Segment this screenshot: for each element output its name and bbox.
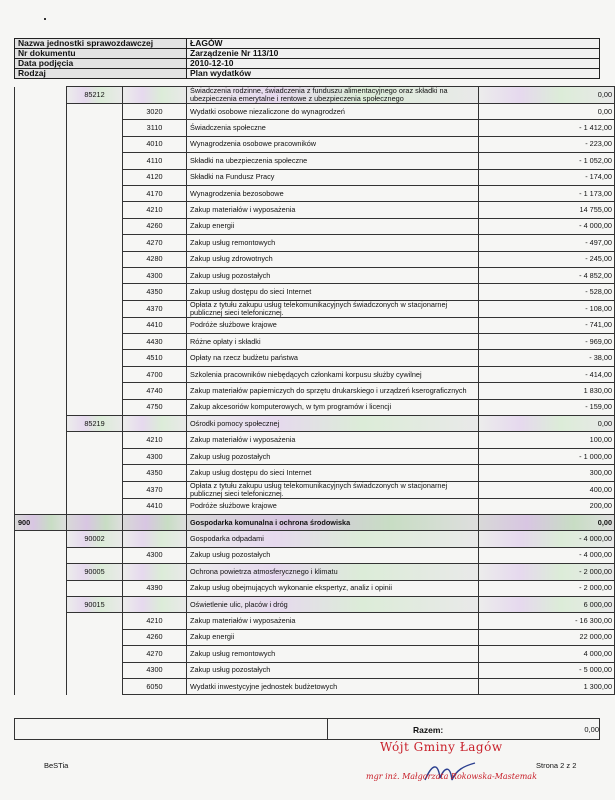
- table-row: [15, 136, 615, 152]
- cell-rozdzial: 85219: [67, 416, 123, 432]
- cell-nazwa: Świadczenia społeczne: [187, 120, 479, 136]
- table-row: [15, 432, 615, 448]
- cell-kwota: - 1 000,00: [479, 448, 615, 464]
- cell-paragraf: 4390: [123, 580, 187, 596]
- table-row: [15, 300, 615, 317]
- cell-nazwa: Ochrona powietrza atmosferycznego i klimatu: [187, 564, 479, 580]
- cell-paragraf: 4300: [123, 547, 187, 563]
- cell-paragraf: 4700: [123, 366, 187, 382]
- cell-nazwa: Opłaty na rzecz budżetu państwa: [187, 350, 479, 366]
- cell-kwota: 0,00: [479, 104, 615, 120]
- total-divider: [327, 719, 328, 739]
- cell-dzial: [15, 629, 67, 645]
- cell-rozdzial: [67, 481, 123, 498]
- cell-rozdzial: [67, 104, 123, 120]
- table-row: [15, 613, 615, 629]
- cell-rozdzial: [67, 399, 123, 415]
- cell-paragraf: 4260: [123, 629, 187, 645]
- header-row: [15, 59, 600, 69]
- header-row: [15, 39, 600, 49]
- total-label: Razem:: [413, 725, 444, 735]
- cell-nazwa: Zakup materiałów papierniczych do sprzętu drukarskiego i urządzeń kserograficznych: [187, 383, 479, 399]
- cell-nazwa: Podróże służbowe krajowe: [187, 317, 479, 333]
- cell-dzial: [15, 169, 67, 185]
- cell-dzial: [15, 104, 67, 120]
- cell-dzial: [15, 284, 67, 300]
- cell-dzial: [15, 120, 67, 136]
- cell-paragraf: 4370: [123, 481, 187, 498]
- cell-paragraf: [123, 531, 187, 547]
- cell-kwota: - 108,00: [479, 300, 615, 317]
- cell-nazwa: Zakup usług obejmujących wykonanie ekspertyz, analiz i opinii: [187, 580, 479, 596]
- cell-nazwa: Zakup usług pozostałych: [187, 547, 479, 563]
- section-row: [15, 514, 615, 530]
- cell-kwota: 300,00: [479, 465, 615, 481]
- cell-kwota: - 4 852,00: [479, 267, 615, 283]
- cell-paragraf: 3020: [123, 104, 187, 120]
- cell-paragraf: [123, 416, 187, 432]
- cell-nazwa: Zakup usług dostępu do sieci Internet: [187, 465, 479, 481]
- cell-dzial: [15, 613, 67, 629]
- cell-nazwa: Składki na Fundusz Pracy: [187, 169, 479, 185]
- cell-dzial: [15, 547, 67, 563]
- cell-kwota: - 5 000,00: [479, 662, 615, 678]
- cell-rozdzial: [67, 169, 123, 185]
- cell-kwota: - 4 000,00: [479, 531, 615, 547]
- cell-paragraf: 4350: [123, 284, 187, 300]
- table-row: [15, 646, 615, 662]
- table-row: [15, 629, 615, 645]
- header-key: Rodzaj: [15, 69, 187, 79]
- cell-nazwa: Wynagrodzenia osobowe pracowników: [187, 136, 479, 152]
- cell-dzial: [15, 399, 67, 415]
- cell-rozdzial: [67, 383, 123, 399]
- cell-paragraf: 4280: [123, 251, 187, 267]
- cell-kwota: - 16 300,00: [479, 613, 615, 629]
- cell-paragraf: 4210: [123, 613, 187, 629]
- cell-dzial: [15, 646, 67, 662]
- cell-dzial: [15, 481, 67, 498]
- cell-dzial: [15, 300, 67, 317]
- cell-paragraf: 4110: [123, 153, 187, 169]
- footer-page-number: Strona 2 z 2: [536, 761, 577, 770]
- cell-kwota: 0,00: [479, 87, 615, 104]
- cell-dzial: [15, 662, 67, 678]
- cell-nazwa: Zakup usług dostępu do sieci Internet: [187, 284, 479, 300]
- cell-nazwa: Świadczenia rodzinne, świadczenia z funduszu alimentacyjnego oraz składki na ubezpieczenia emerytalne i rentowe z ubezpieczenia społecznego: [187, 87, 479, 104]
- cell-rozdzial: [67, 498, 123, 514]
- cell-kwota: - 2 000,00: [479, 564, 615, 580]
- cell-paragraf: 4750: [123, 399, 187, 415]
- cell-rozdzial: [67, 136, 123, 152]
- cell-dzial: [15, 153, 67, 169]
- cell-dzial: [15, 383, 67, 399]
- subsection-row: [15, 87, 615, 104]
- table-row: [15, 481, 615, 498]
- header-value: 2010-12-10: [187, 59, 600, 69]
- cell-paragraf: 4300: [123, 448, 187, 464]
- cell-dzial: [15, 366, 67, 382]
- cell-rozdzial: [67, 514, 123, 530]
- document-header-table: [14, 38, 600, 79]
- cell-kwota: - 159,00: [479, 399, 615, 415]
- expenditure-table: [14, 86, 615, 695]
- cell-dzial: [15, 251, 67, 267]
- cell-kwota: - 174,00: [479, 169, 615, 185]
- cell-nazwa: Oświetlenie ulic, placów i dróg: [187, 596, 479, 612]
- cell-rozdzial: [67, 432, 123, 448]
- cell-paragraf: 6050: [123, 678, 187, 694]
- cell-rozdzial: [67, 350, 123, 366]
- cell-rozdzial: 90015: [67, 596, 123, 612]
- cell-nazwa: Podróże służbowe krajowe: [187, 498, 479, 514]
- cell-kwota: 22 000,00: [479, 629, 615, 645]
- cell-nazwa: Ośrodki pomocy społecznej: [187, 416, 479, 432]
- cell-rozdzial: 90005: [67, 564, 123, 580]
- cell-rozdzial: 90002: [67, 531, 123, 547]
- cell-kwota: - 741,00: [479, 317, 615, 333]
- cell-nazwa: Zakup usług pozostałych: [187, 267, 479, 283]
- table-row: [15, 251, 615, 267]
- cell-dzial: [15, 498, 67, 514]
- stamp-name: mgr inż. Małgorzata Rokowska-Mastemak: [366, 772, 537, 781]
- table-row: [15, 202, 615, 218]
- header-row: [15, 49, 600, 59]
- table-row: [15, 218, 615, 234]
- cell-kwota: - 223,00: [479, 136, 615, 152]
- cell-rozdzial: [67, 284, 123, 300]
- cell-rozdzial: [67, 547, 123, 563]
- cell-paragraf: 4010: [123, 136, 187, 152]
- cell-rozdzial: 85212: [67, 87, 123, 104]
- cell-nazwa: Opłata z tytułu zakupu usług telekomunikacyjnych świadczonych w stacjonarnej publicznej sieci telefonicznej.: [187, 300, 479, 317]
- table-row: [15, 547, 615, 563]
- total-value: 0,00: [584, 725, 599, 734]
- cell-dzial: [15, 596, 67, 612]
- cell-dzial: [15, 678, 67, 694]
- table-row: [15, 678, 615, 694]
- total-row: [14, 718, 600, 740]
- stamp-title: Wójt Gminy Łagów: [380, 740, 503, 754]
- header-key: Nr dokumentu: [15, 49, 187, 59]
- cell-paragraf: [123, 564, 187, 580]
- header-key: Nazwa jednostki sprawozdawczej: [15, 39, 187, 49]
- cell-dzial: [15, 185, 67, 201]
- cell-rozdzial: [67, 646, 123, 662]
- table-row: [15, 235, 615, 251]
- cell-kwota: - 2 000,00: [479, 580, 615, 596]
- cell-nazwa: Wydatki osobowe niezaliczone do wynagrodzeń: [187, 104, 479, 120]
- table-row: [15, 465, 615, 481]
- cell-rozdzial: [67, 267, 123, 283]
- cell-nazwa: Opłata z tytułu zakupu usług telekomunikacyjnych świadczonych w stacjonarnej publicznej sieci telefonicznej.: [187, 481, 479, 498]
- cell-dzial: [15, 202, 67, 218]
- cell-kwota: 6 000,00: [479, 596, 615, 612]
- table-row: [15, 169, 615, 185]
- cell-dzial: [15, 580, 67, 596]
- cell-nazwa: Zakup usług zdrowotnych: [187, 251, 479, 267]
- cell-paragraf: 4120: [123, 169, 187, 185]
- cell-nazwa: Zakup materiałów i wyposażenia: [187, 432, 479, 448]
- cell-kwota: - 414,00: [479, 366, 615, 382]
- cell-paragraf: 4210: [123, 432, 187, 448]
- cell-paragraf: 4410: [123, 498, 187, 514]
- cell-paragraf: 4300: [123, 662, 187, 678]
- cell-paragraf: 3110: [123, 120, 187, 136]
- cell-nazwa: Zakup materiałów i wyposażenia: [187, 613, 479, 629]
- cell-dzial: [15, 235, 67, 251]
- cell-rozdzial: [67, 317, 123, 333]
- cell-rozdzial: [67, 153, 123, 169]
- cell-dzial: [15, 432, 67, 448]
- scan-speck: [44, 18, 46, 20]
- table-row: [15, 185, 615, 201]
- table-row: [15, 350, 615, 366]
- table-row: [15, 662, 615, 678]
- footer-software-label: BeSTia: [44, 761, 69, 770]
- cell-dzial: [15, 317, 67, 333]
- cell-kwota: - 969,00: [479, 334, 615, 350]
- cell-kwota: - 4 000,00: [479, 547, 615, 563]
- table-row: [15, 383, 615, 399]
- cell-kwota: 400,00: [479, 481, 615, 498]
- header-value: Zarządzenie Nr 113/10: [187, 49, 600, 59]
- cell-dzial: [15, 87, 67, 104]
- cell-paragraf: [123, 514, 187, 530]
- subsection-row: [15, 416, 615, 432]
- cell-rozdzial: [67, 334, 123, 350]
- cell-kwota: - 245,00: [479, 251, 615, 267]
- table-row: [15, 498, 615, 514]
- cell-nazwa: Zakup energii: [187, 629, 479, 645]
- cell-nazwa: Zakup materiałów i wyposażenia: [187, 202, 479, 218]
- cell-dzial: [15, 136, 67, 152]
- cell-dzial: [15, 350, 67, 366]
- cell-kwota: - 38,00: [479, 350, 615, 366]
- cell-paragraf: 4210: [123, 202, 187, 218]
- cell-paragraf: 4170: [123, 185, 187, 201]
- cell-nazwa: Gospodarka odpadami: [187, 531, 479, 547]
- cell-paragraf: [123, 596, 187, 612]
- cell-dzial: 900: [15, 514, 67, 530]
- cell-dzial: [15, 465, 67, 481]
- cell-rozdzial: [67, 120, 123, 136]
- cell-kwota: - 497,00: [479, 235, 615, 251]
- cell-rozdzial: [67, 629, 123, 645]
- cell-paragraf: 4270: [123, 235, 187, 251]
- cell-nazwa: Szkolenia pracowników niebędących członkami korpusu służby cywilnej: [187, 366, 479, 382]
- cell-kwota: 0,00: [479, 416, 615, 432]
- cell-dzial: [15, 531, 67, 547]
- cell-kwota: 1 300,00: [479, 678, 615, 694]
- cell-kwota: 14 755,00: [479, 202, 615, 218]
- cell-rozdzial: [67, 218, 123, 234]
- cell-nazwa: Zakup usług pozostałych: [187, 662, 479, 678]
- table-row: [15, 448, 615, 464]
- cell-paragraf: 4270: [123, 646, 187, 662]
- cell-nazwa: Zakup usług remontowych: [187, 646, 479, 662]
- table-row: [15, 153, 615, 169]
- cell-nazwa: Składki na ubezpieczenia społeczne: [187, 153, 479, 169]
- table-row: [15, 317, 615, 333]
- cell-rozdzial: [67, 580, 123, 596]
- cell-nazwa: Zakup energii: [187, 218, 479, 234]
- cell-paragraf: 4370: [123, 300, 187, 317]
- cell-rozdzial: [67, 662, 123, 678]
- cell-kwota: - 1 412,00: [479, 120, 615, 136]
- table-row: [15, 366, 615, 382]
- table-row: [15, 399, 615, 415]
- cell-rozdzial: [67, 465, 123, 481]
- header-key: Data podjęcia: [15, 59, 187, 69]
- header-value: ŁAGÓW: [187, 39, 600, 49]
- table-row: [15, 120, 615, 136]
- cell-nazwa: Zakup usług pozostałych: [187, 448, 479, 464]
- cell-kwota: 1 830,00: [479, 383, 615, 399]
- cell-paragraf: 4740: [123, 383, 187, 399]
- cell-nazwa: Zakup akcesoriów komputerowych, w tym programów i licencji: [187, 399, 479, 415]
- cell-rozdzial: [67, 251, 123, 267]
- subsection-row: [15, 564, 615, 580]
- cell-rozdzial: [67, 613, 123, 629]
- cell-dzial: [15, 267, 67, 283]
- cell-paragraf: 4350: [123, 465, 187, 481]
- table-row: [15, 284, 615, 300]
- cell-paragraf: 4510: [123, 350, 187, 366]
- cell-dzial: [15, 564, 67, 580]
- cell-kwota: 100,00: [479, 432, 615, 448]
- cell-rozdzial: [67, 185, 123, 201]
- cell-paragraf: 4260: [123, 218, 187, 234]
- cell-nazwa: Wydatki inwestycyjne jednostek budżetowych: [187, 678, 479, 694]
- cell-nazwa: Gospodarka komunalna i ochrona środowiska: [187, 514, 479, 530]
- cell-kwota: - 528,00: [479, 284, 615, 300]
- subsection-row: [15, 531, 615, 547]
- cell-rozdzial: [67, 678, 123, 694]
- cell-nazwa: Różne opłaty i składki: [187, 334, 479, 350]
- cell-kwota: 200,00: [479, 498, 615, 514]
- table-row: [15, 104, 615, 120]
- cell-rozdzial: [67, 300, 123, 317]
- cell-kwota: - 1 052,00: [479, 153, 615, 169]
- cell-kwota: - 1 173,00: [479, 185, 615, 201]
- cell-nazwa: Wynagrodzenia bezosobowe: [187, 185, 479, 201]
- cell-dzial: [15, 416, 67, 432]
- cell-rozdzial: [67, 448, 123, 464]
- cell-kwota: 4 000,00: [479, 646, 615, 662]
- cell-paragraf: 4430: [123, 334, 187, 350]
- cell-rozdzial: [67, 235, 123, 251]
- header-value: Plan wydatków: [187, 69, 600, 79]
- cell-paragraf: 4410: [123, 317, 187, 333]
- subsection-row: [15, 596, 615, 612]
- cell-dzial: [15, 334, 67, 350]
- cell-rozdzial: [67, 202, 123, 218]
- table-row: [15, 334, 615, 350]
- cell-paragraf: [123, 87, 187, 104]
- cell-nazwa: Zakup usług remontowych: [187, 235, 479, 251]
- cell-dzial: [15, 448, 67, 464]
- table-row: [15, 267, 615, 283]
- cell-dzial: [15, 218, 67, 234]
- cell-paragraf: 4300: [123, 267, 187, 283]
- header-row: [15, 69, 600, 79]
- cell-rozdzial: [67, 366, 123, 382]
- cell-kwota: - 4 000,00: [479, 218, 615, 234]
- cell-kwota: 0,00: [479, 514, 615, 530]
- table-row: [15, 580, 615, 596]
